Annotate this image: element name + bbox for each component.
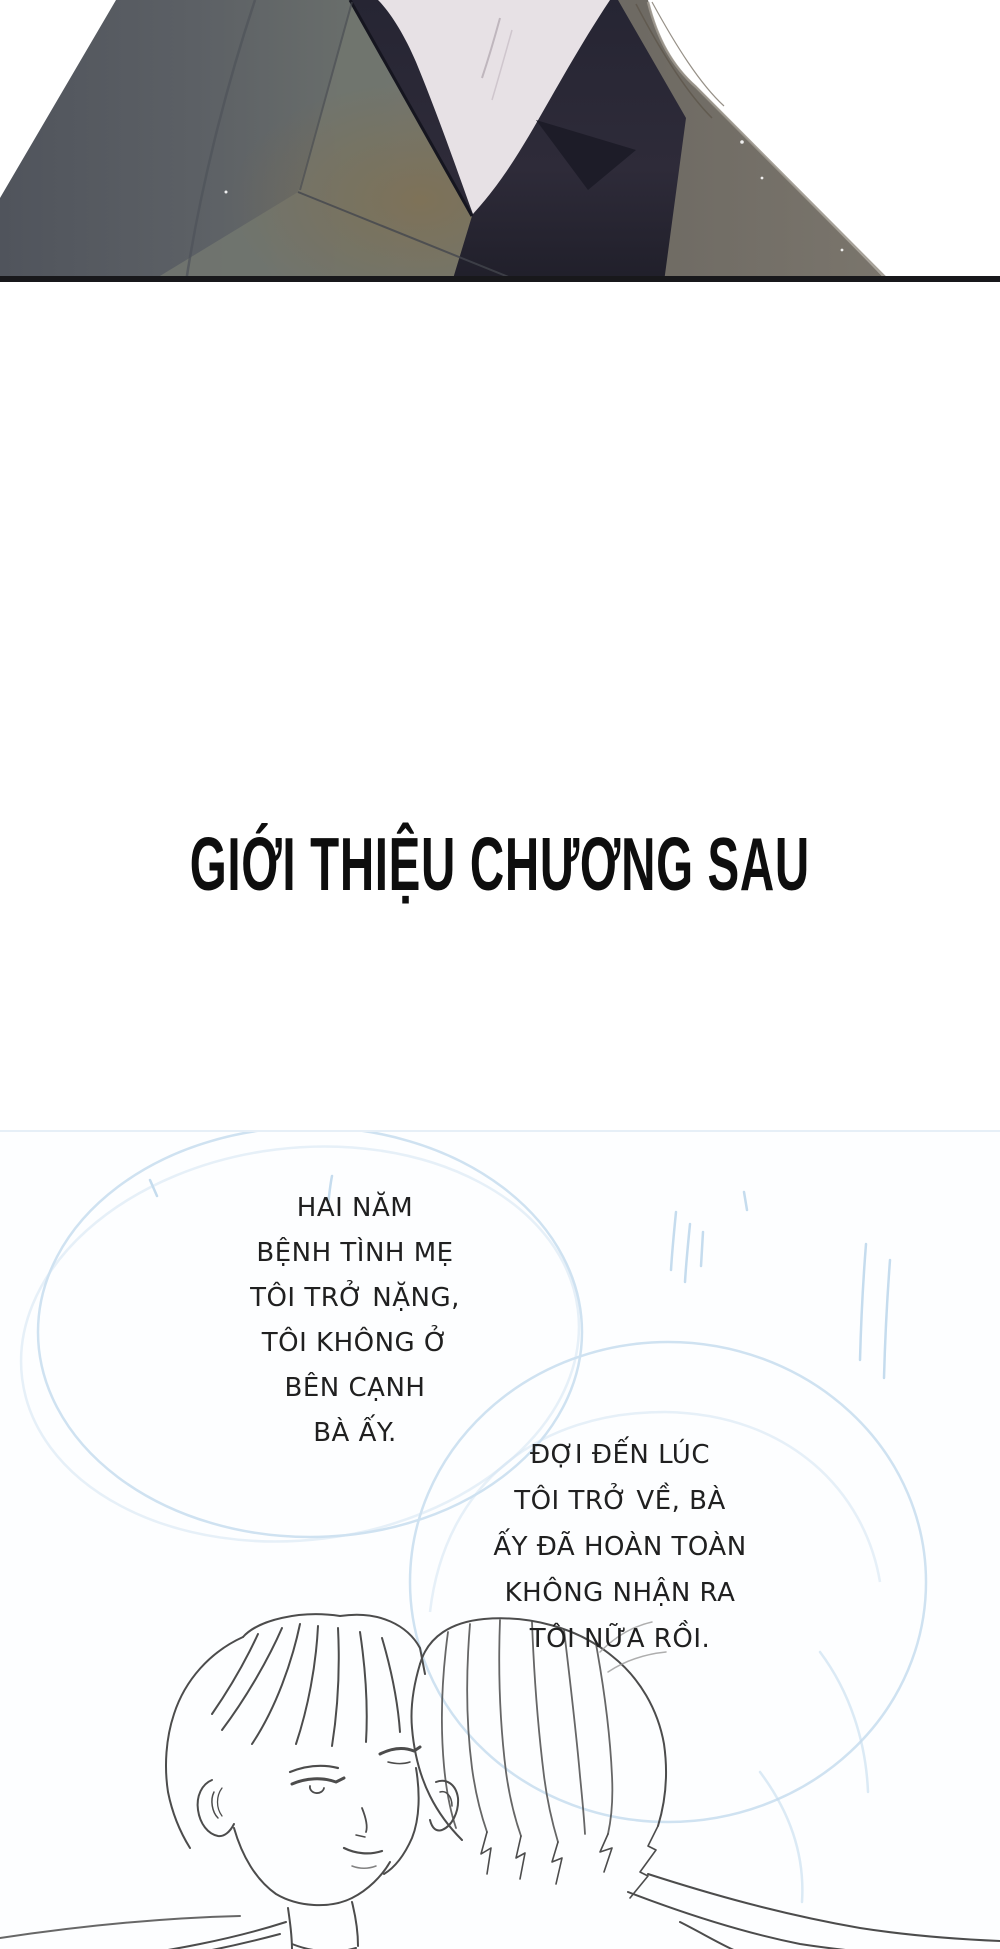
dialogue-line: ẤY ĐÃ HOÀN TOÀN	[493, 1532, 747, 1562]
dialogue-2	[440, 1432, 800, 1662]
dialogue-line: KHÔNG NHẬN RA	[504, 1578, 736, 1608]
dialogue-line: BÊN CẠNH	[284, 1373, 426, 1403]
hugging-figure-lineart	[411, 1618, 1000, 1949]
suit-artwork	[0, 0, 1000, 282]
dialogue-line: HAI NĂM	[296, 1193, 414, 1223]
dialogue-line: TÔI TRỞ VỀ, BÀ	[514, 1486, 726, 1516]
dialogue-line: BÀ ẤY.	[313, 1418, 397, 1448]
panel-border	[0, 276, 1000, 282]
dialogue-line: TÔI KHÔNG Ở	[261, 1328, 449, 1358]
section-title-text: GIỚI THIỆU CHƯƠNG SAU	[189, 823, 811, 907]
section-title	[0, 818, 1000, 912]
dialogue-line: ĐỢI ĐẾN LÚC	[530, 1440, 710, 1470]
top-panel-suit-illustration	[0, 0, 1000, 282]
man-face-lineart	[0, 1614, 425, 1949]
dialogue-1	[175, 1186, 535, 1456]
dialogue-line: TÔI TRỞ NẶNG,	[250, 1283, 460, 1313]
dialogue-line: TÔI NỮA RỒI.	[529, 1624, 711, 1654]
dialogue-line: BỆNH TÌNH MẸ	[256, 1238, 454, 1268]
